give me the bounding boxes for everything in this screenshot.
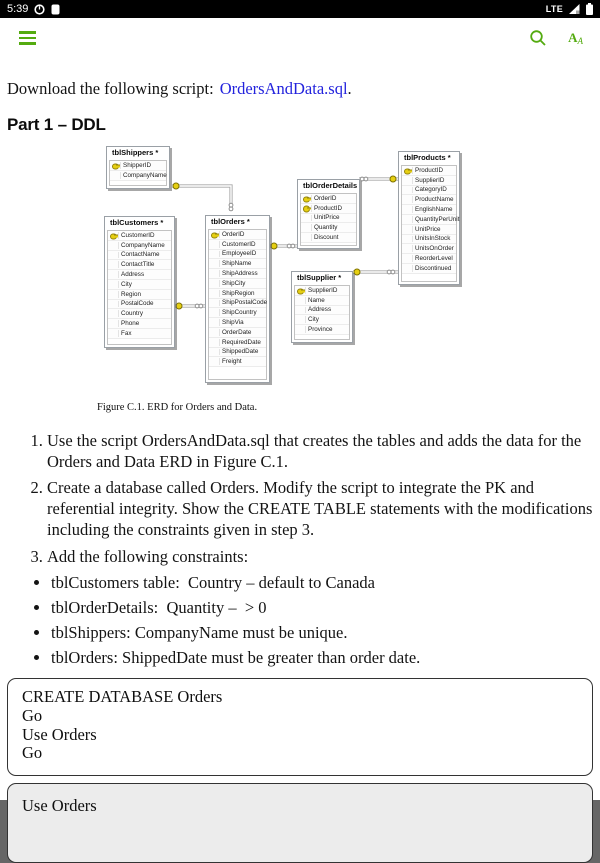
notification-icon [51,4,60,15]
erd-field-name: RequiredDate [222,338,261,346]
erd-field-name: ContactName [121,251,160,259]
erd-field-name: ProductID [415,166,443,174]
bullet-item: • tblShippers: CompanyName must be unique. [51,622,593,643]
erd-field-name: ShipCity [222,279,246,287]
erd-field-name: UnitPrice [314,214,340,222]
erd-field-row [209,289,266,299]
primary-key-icon [303,206,311,211]
key-end-icon [271,243,277,249]
erd-field-name: CompanyName [121,241,165,249]
erd-field-row [209,259,266,269]
erd-field-name: Discontinued [415,264,452,272]
erd-field-name: SupplierID [415,176,445,184]
relationship-line [172,186,231,211]
many-end-icon [229,207,233,211]
erd-field-row [209,328,266,338]
sql-code-box-use-orders [7,783,593,863]
erd-field-row [295,325,349,335]
erd-field-name: ShipAddress [222,270,258,278]
erd-field-row [402,166,456,176]
erd-field-name: EnglishName [415,206,453,214]
erd-table-tblshippers [106,146,170,189]
signal-icon [569,4,580,14]
erd-field-name: ShipCountry [222,309,257,317]
erd-field-row [402,264,456,274]
erd-field-name: Phone [121,320,140,328]
erd-field-row [295,315,349,325]
erd-field-row [108,300,171,310]
font-settings-icon: AA [568,29,583,46]
bullet-item: • tblOrderDetails: Quantity – > 0 [51,597,593,618]
step-item: 3. Add the following constraints: [47,546,593,567]
erd-field-row [209,357,266,367]
code-line: Go [22,743,43,763]
font-settings-button[interactable] [568,31,583,46]
erd-field-row [209,299,266,309]
erd-field-row [108,290,171,300]
erd-field-row [301,233,356,243]
erd-field-row [108,319,171,329]
erd-table-tblcustomers [104,216,175,348]
erd-field-row [110,171,166,181]
erd-field-row [209,269,266,279]
erd-field-name: ShipName [222,260,252,268]
erd-field-name: Country [121,310,144,318]
primary-key-icon [110,233,118,238]
erd-table-title: tblProducts * [404,153,451,162]
erd-field-row [402,215,460,225]
erd-field-row [402,186,456,196]
erd-field-name: CustomerID [222,240,256,248]
constraints-bullet-list [7,572,593,668]
erd-field-name: Province [308,326,333,334]
erd-field-name: OrderDate [222,328,252,336]
erd-field-name: CategoryID [415,186,447,194]
erd-field-name: ProductID [314,204,342,212]
erd-field-row [301,204,356,214]
erd-field-row [402,244,456,254]
part-heading: Part 1 – DDL [7,115,106,134]
erd-field-row [295,286,349,296]
erd-field-name: Fax [121,329,132,337]
erd-field-row [108,309,171,319]
erd-field-row [209,230,266,240]
search-button[interactable] [529,29,547,47]
key-end-icon [176,303,182,309]
erd-field-name: Region [121,290,141,298]
erd-table-tblproducts [398,151,460,285]
erd-field-row [209,338,266,348]
erd-field-row [402,254,456,264]
many-end-icon [391,270,395,274]
erd-field-name: UnitsInStock [415,235,451,243]
key-end-icon [390,176,396,182]
script-link[interactable]: OrdersAndData.sql [219,79,348,98]
bullet-item: • tblCustomers table: Country – default to Canada [51,572,593,593]
erd-field-row [209,318,266,328]
erd-field-row [301,194,356,204]
search-icon [529,29,547,47]
document-page [0,79,600,863]
many-end-icon [287,244,291,248]
code-line: Use Orders [22,796,97,816]
sql-code-box-create-database [7,678,593,776]
erd-field-name: ShippedDate [222,348,259,356]
erd-field-row [295,306,349,316]
erd-field-name: Freight [222,358,242,366]
status-time: 5:39 [7,3,29,15]
erd-field-name: ReorderLevel [415,255,453,263]
code-line: Go [22,705,43,725]
figure-caption: Figure C.1. ERD for Orders and Data. [97,402,258,413]
many-end-icon [229,203,233,207]
erd-field-row [209,308,266,318]
erd-field-name: OrderID [314,194,337,202]
instruction-steps-list [7,430,593,567]
status-bar [0,0,600,18]
erd-field-name: Quantity [314,224,338,232]
erd-field-row [209,250,266,260]
erd-field-name: OrderID [222,230,245,238]
erd-field-row [108,241,171,251]
intro-suffix: . [347,79,352,98]
erd-field-name: Name [308,296,325,304]
erd-field-name: Address [121,271,145,279]
erd-table-title: tblOrderDetails [303,181,358,190]
erd-field-name: ProductName [415,196,454,204]
erd-field-name: UnitsOnOrder [415,245,454,253]
erd-field-row [209,279,266,289]
primary-key-icon [297,288,305,293]
erd-field-row [108,270,171,280]
erd-field-row [402,195,456,205]
many-end-icon [360,177,364,181]
erd-field-row [108,231,171,241]
erd-field-row [402,176,456,186]
bullet-item: • tblOrders: ShippedDate must be greater than order date. [51,647,593,668]
erd-field-name: CustomerID [121,231,155,239]
primary-key-icon [404,168,412,173]
erd-field-row [110,161,166,171]
erd-field-name: EmployeeID [222,250,257,258]
erd-connectors [0,136,600,396]
erd-field-name: CompanyName [123,171,167,179]
erd-table-tblorders [205,215,270,383]
many-end-icon [291,244,295,248]
erd-field-name: UnitPrice [415,225,441,233]
erd-table-tblsupplier [291,271,353,343]
erd-field-row [402,235,456,245]
erd-field-row [209,348,266,358]
erd-field-name: ContactTitle [121,261,155,269]
primary-key-icon [303,196,311,201]
erd-field-name: ShipPostalCode [222,299,268,307]
code-line: Use Orders [22,724,97,744]
menu-button[interactable] [17,29,38,46]
erd-field-name: ShipVia [222,319,244,327]
erd-field-name: ShipRegion [222,289,255,297]
key-end-icon [173,183,179,189]
erd-field-row [301,214,356,224]
many-end-icon [387,270,391,274]
erd-field-row [295,296,349,306]
erd-field-name: Discount [314,234,339,242]
erd-field-row [108,329,171,339]
erd-field-row [108,251,171,261]
clock-icon [34,4,45,15]
step-item: 1. Use the script OrdersAndData.sql that creates the tables and adds the data for the Orders and Data ERD in Figure C.1. [47,430,593,472]
erd-field-row [108,280,171,290]
erd-field-name: QuantityPerUnit [415,215,460,223]
primary-key-icon [211,232,219,237]
intro-text: Download the following script: [7,79,214,98]
erd-field-name: City [121,280,132,288]
primary-key-icon [112,163,120,168]
erd-field-name: Address [308,306,332,314]
erd-diagram [0,136,600,396]
relationship-line [172,186,231,211]
intro-paragraph [7,79,593,99]
many-end-icon [199,304,203,308]
many-end-icon [364,177,368,181]
erd-field-row [301,223,356,233]
erd-field-row [108,260,171,270]
erd-field-row [209,240,266,250]
erd-table-title: tblShippers * [112,148,159,157]
erd-field-name: SupplierID [308,286,338,294]
erd-table-title: tblCustomers * [110,218,164,227]
network-type-label: LTE [545,4,563,14]
erd-field-name: PostalCode [121,300,154,308]
app-bar [0,18,600,58]
erd-table-title: tblSupplier * [297,273,342,282]
erd-table-tblorderdetails [297,179,360,249]
step-item: 2. Create a database called Orders. Modify the script to integrate the PK and referential integrity. Show the CREATE TABLE statements with the modifications including the constraints given in step 3. [47,477,593,540]
code-line: CREATE DATABASE Orders [22,687,223,707]
erd-field-row [402,225,456,235]
battery-icon [586,3,593,15]
many-end-icon [195,304,199,308]
erd-table-title: tblOrders * [211,217,250,226]
erd-field-name: City [308,316,319,324]
key-end-icon [354,269,360,275]
erd-field-name: ShipperID [123,161,152,169]
erd-field-row [402,205,456,215]
